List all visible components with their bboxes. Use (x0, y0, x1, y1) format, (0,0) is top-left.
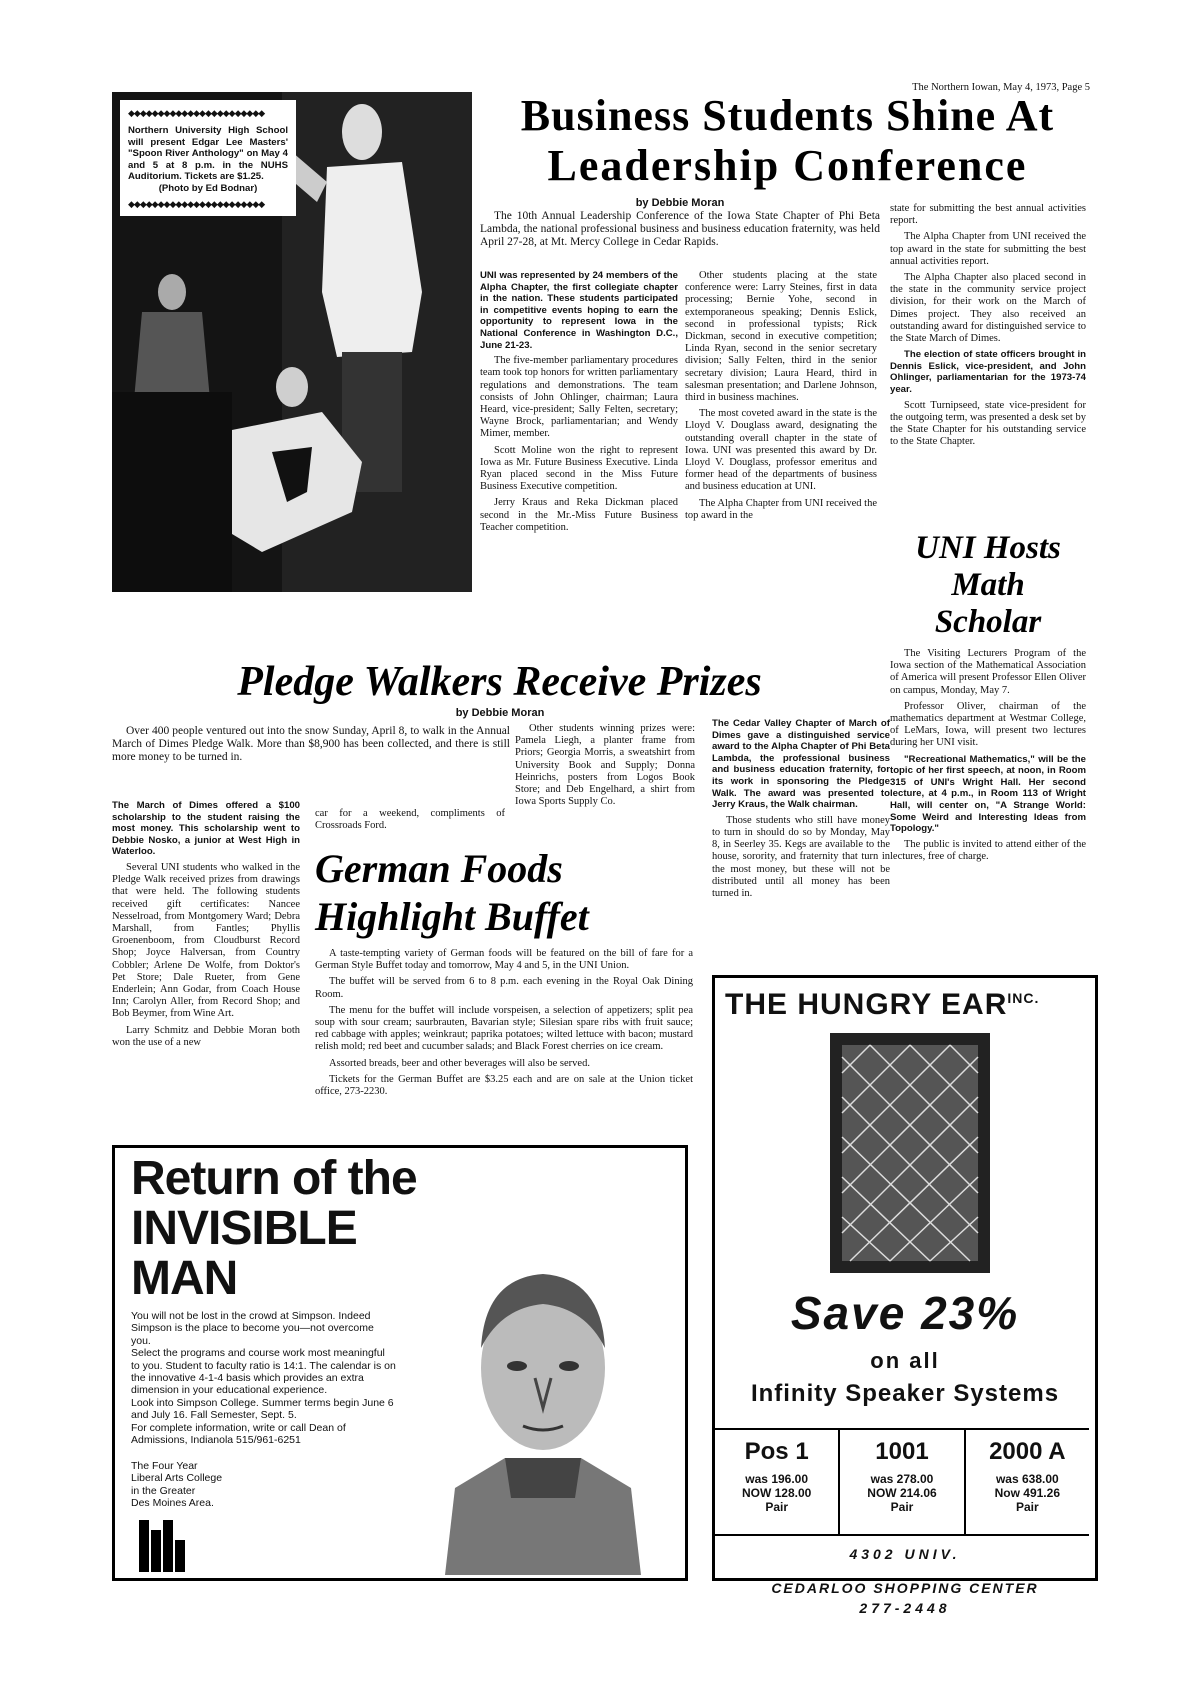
hungry-ear-ad (712, 975, 1098, 1581)
shopping-center: CEDARLOO SHOPPING CENTER (771, 1580, 1039, 1596)
business-paragraph: Other students placing at the state conference were: Larry Steines, first in data processing; Bernie Yohe, second in extemporaneous speaking; Dennis Eslick, second in professional typists; Rick Dickman, second in executive competition; Linda Ryan, second in the senior secretary division; Sally Felten, third in the senior secretary division; Laura Heard, third in salesman presentation; and Darlene Johnson, third in business machines. (685, 270, 877, 404)
model-name: 1001 (875, 1438, 929, 1465)
caption-ornament-bottom: ◆◆◆◆◆◆◆◆◆◆◆◆◆◆◆◆◆◆◆◆◆◆◆ (128, 198, 265, 209)
pledge-column-d (712, 718, 890, 904)
business-paragraph: The Alpha Chapter also placed second in the state in the community service project division, for their work on the March of Dimes project. They also received an outstanding award for distinguished service to the State March of Dimes. (890, 272, 1086, 345)
german-paragraph: A taste-tempting variety of German foods will be featured on the bill of fare for a German Style Buffet today and tomorrow, May 4 and 5, in the UNI Union. (315, 948, 693, 972)
business-paragraph: Scott Turnipseed, state vice-president for the outgoing term, was presented a desk set by the State Chapter for his outstanding service to the State Chapter. (890, 399, 1086, 448)
business-paragraph: The Alpha Chapter from UNI received the top award in the state for submitting the best annual activities report. (890, 231, 1086, 267)
ad-footer-line: Liberal Arts College (131, 1472, 223, 1485)
ad-body-para: You will not be lost in the crowd at Simpson. Indeed Simpson is the place to become you—not overcome you. (131, 1310, 374, 1347)
price-column-pos-1 (715, 1430, 840, 1534)
page-folio: The Northern Iowan, May 4, 1973, Page 5 (912, 82, 1090, 93)
price-column-2000a (966, 1430, 1089, 1534)
ad-footer (131, 1460, 331, 1510)
price-column-1001 (840, 1430, 965, 1534)
german-headline-line1: German Foods (315, 846, 563, 891)
save-headline: Save 23% (790, 1287, 1020, 1339)
business-column-3 (890, 203, 1086, 452)
on-all-text: on all (870, 1348, 940, 1373)
pledge-column-a (112, 800, 300, 1053)
business-column-2 (685, 270, 877, 526)
ad-body-para: Select the programs and course work most meaningful to you. Student to faculty ratio is 14:1. The calendar is on the innovative 4-1-4 basis which provides an extra dimension in your educational experience. (131, 1347, 396, 1397)
price-table (715, 1428, 1089, 1536)
model-unit: Pair (1015, 1500, 1039, 1514)
model-name: Pos 1 (744, 1438, 809, 1465)
german-paragraph: Tickets for the German Buffet are $3.25 each and are on sale at the Union ticket office, 273-2230. (315, 1073, 693, 1098)
math-headline-line3: Scholar (934, 604, 1042, 640)
business-headline-line1: Business Students Shine At (520, 91, 1055, 140)
ad-title-line3: MAN (131, 1252, 238, 1305)
store-name-text: THE HUNGRY EAR (725, 988, 1008, 1021)
math-headline-line2: Math (951, 567, 1025, 603)
business-paragraph: Scott Moline won the right to represent Iowa as Mr. Future Business Executive. Linda Ryan placed second in the Miss Future Business Executive competition. (480, 444, 678, 493)
business-paragraph: Jerry Kraus and Reka Dickman placed second in the Mr.-Miss Future Business Teacher competition. (480, 497, 678, 533)
model-name: 2000 A (989, 1438, 1066, 1465)
ad-body-para: For complete information, write or call Dean of Admissions, Indianola 515/961-6251 (131, 1421, 346, 1447)
store-phone: 277-2448 (859, 1600, 951, 1616)
business-paragraph: The five-member parliamentary procedures team took top honors for written parliamentary regulations and demonstrations. The team consists of John Ohlinger, chairman; Laura Heard, vice-president; Sally Felten, secretary; Wayne Brock, parliamentarian; and Wendy Mimer, member. (480, 355, 678, 440)
math-paragraph: Professor Oliver, chairman of the mathematics department at Westmar College, of LeMars, Iowa, will present two lectures during her UNI visit. (890, 700, 1086, 749)
model-was-price: was 638.00 (995, 1472, 1059, 1486)
student-portrait-image (405, 1238, 681, 1575)
model-now-price: NOW 214.06 (867, 1486, 937, 1500)
model-unit: Pair (765, 1500, 788, 1514)
pledge-award-bold: The Cedar Valley Chapter of March of Dimes gave a distinguished service award to the Alpha Chapter of Phi Beta Lambda, the professional business and business education fraternity, for its work in sponsoring the Pledge Walk. The award was presented to Jerry Kraus, the Walk chairman. (712, 718, 890, 811)
business-officers-bold: The election of state officers brought in Dennis Eslick, vice-president, and John Ohlinger, parliamentarian for the 1973-74 year. (890, 349, 1086, 396)
product-line: Infinity Speaker Systems (750, 1380, 1060, 1407)
business-paragraph: The most coveted award in the state is the Lloyd V. Douglass award, designating the outstanding overall chapter in the state of Iowa. UNI was presented this award by Dr. Lloyd V. Douglass, professor emeritus and former head of the departments of business and business education at UNI. (685, 408, 877, 493)
store-inc: INC. (1007, 990, 1040, 1006)
model-unit: Pair (890, 1500, 914, 1514)
play-photo (112, 92, 472, 592)
store-location (712, 1578, 1098, 1618)
model-now-price: NOW 128.00 (741, 1486, 812, 1500)
model-was-price: was 278.00 (870, 1472, 934, 1486)
math-headline (890, 530, 1086, 641)
pledge-lede: Over 400 people ventured out into the snow Sunday, April 8, to walk in the Annual March of Dimes Pledge Walk. More than $8,900 has been collected, and there is still more money to be turned in. (112, 725, 510, 763)
store-address (715, 1546, 1095, 1562)
math-article (890, 648, 1086, 867)
caption-credit: (Photo by Ed Bodnar) (158, 182, 258, 194)
store-name (725, 988, 1039, 1022)
model-was-price: was 196.00 (745, 1472, 809, 1486)
pledge-column-c: Other students winning prizes were: Pamela Liegh, a planter frame from Priors; Georgia Morris, a sweatshirt from University Book and Supply; Donna Heinrichs, posters from Logos Book Store; and Deb Engelhard, a shirt from Iowa Sports Supply Co. (515, 723, 695, 808)
german-paragraph: The buffet will be served from 6 to 8 p.m. each evening in the Royal Oak Dining Room. (315, 976, 693, 1000)
german-article (315, 948, 693, 1102)
pledge-paragraph: Larry Schmitz and Debbie Moran both won the use of a new (112, 1024, 300, 1048)
photo-caption (120, 100, 296, 216)
german-headline-line2: Highlight Buffet (315, 894, 589, 939)
pledge-paragraph: Several UNI students who walked in the Pledge Walk received prizes from drawings that were held. The following students received gift certificates: Nancee Nesselroad, from Montgomery Ward; Debra Marshall, from Fantles; Phyllis Groenenboom, from Cloudburst Record Shop; Joyce Halversan, from Country Cobbler; Arlene De Wolfe, from Doktor's Pet Store; Dale Rueter, from Gene Enderlein; Ann Godar, from Coach House Inn; Carolyn Aller, from Record Shop; and Bob Beymer, from Wine Art. (112, 861, 300, 1020)
pledge-headline: Pledge Walkers Receive Prizes (237, 659, 762, 705)
business-paragraph: state for submitting the best annual activities report. (890, 203, 1086, 227)
simpson-logo-icon (139, 1520, 187, 1572)
business-paragraph: The Alpha Chapter from UNI received the top award in the (685, 497, 877, 521)
german-paragraph: Assorted breads, beer and other beverages will also be served. (329, 1057, 590, 1069)
ad-body (131, 1310, 396, 1446)
ad-footer-line: The Four Year (131, 1460, 198, 1472)
pledge-paragraph: Those students who still have money to turn in should do so by Monday, May 8, in Seerley 35. Kegs are available to the house, sorority, and fraternity that turn in the most money, but these will not be distributed until all money has been turned in. (712, 814, 890, 899)
ad-footer-line: Des Moines Area. (131, 1497, 214, 1510)
simpson-college-ad (112, 1145, 688, 1581)
business-intro-bold: UNI was represented by 24 members of the Alpha Chapter, the first collegiate chapter in the nation. These students participated in competitive events hoping to earn the opportunity to represent Iowa in the National Conference in Washington D.C., June 21-23. (480, 270, 678, 351)
pledge-scholarship-bold: The March of Dimes offered a $100 scholarship to the student raising the most money. This scholarship went to Debbie Nosko, a junior at West High in Waterloo. (112, 800, 300, 858)
pledge-byline: by Debbie Moran (455, 707, 545, 719)
math-headline-line1: UNI Hosts (915, 530, 1061, 566)
math-lecture-bold: "Recreational Mathematics," will be the topic of her first speech, at noon, in Room 315 of UNI's Wright Hall. Her second lecture, at 4 p.m., in Room 113 of Wright Hall, will center on, "A Strange World: Some Weird and Interesting Ideas from Topology." (890, 753, 1086, 835)
ad-title-line2: INVISIBLE (131, 1202, 357, 1255)
speaker-icon (830, 1033, 990, 1273)
german-paragraph: The menu for the buffet will include vorspeisen, a selection of appetizers; split pea soup with sour cream; saurbrauten, Bavarian style; Silesian spare ribs with fruit sauce; red cabbage with apples; weinkraut; paprika potatoes; wilted lettuce with bacon; mustard relish mold; red beet and cucumber salads; and Black Forest cherries on ice cream. (315, 1004, 693, 1053)
business-headline-line2: Leadership Conference (547, 141, 1028, 190)
business-byline: by Debbie Moran (635, 197, 725, 209)
address-line: 4302 UNIV. (849, 1546, 961, 1562)
pledge-column-b: car for a weekend, compliments of Crossroads Ford. (315, 808, 505, 832)
model-now-price: Now 491.26 (994, 1486, 1060, 1500)
business-lede: The 10th Annual Leadership Conference of the Iowa State Chapter of Phi Beta Lambda, the national professional business and business education fraternity, was held April 27-28, at Mt. Mercy College in Cedar Rapids. (480, 210, 880, 248)
ad-body-para: Look into Simpson College. Summer terms begin June 6 and July 16. Fall Semester, Sept. 5. (131, 1396, 394, 1422)
math-paragraph: The public is invited to attend either of the lectures, free of charge. (890, 838, 1086, 862)
math-paragraph: The Visiting Lecturers Program of the Iowa section of the Mathematical Association of America will present Professor Ellen Oliver on campus, Monday, May 7. (890, 648, 1086, 696)
ad-title-line1: Return of the (131, 1152, 417, 1205)
ad-footer-line: in the Greater (131, 1484, 196, 1497)
business-column-1 (480, 270, 678, 538)
caption-ornament-top: ◆◆◆◆◆◆◆◆◆◆◆◆◆◆◆◆◆◆◆◆◆◆◆ (128, 108, 265, 118)
caption-text: Northern University High School will present Edgar Lee Masters' "Spoon River Anthology" on May 4 and 5 at 8 p.m. in the NUHS Auditorium. Tickets are $1.25. (128, 125, 288, 183)
